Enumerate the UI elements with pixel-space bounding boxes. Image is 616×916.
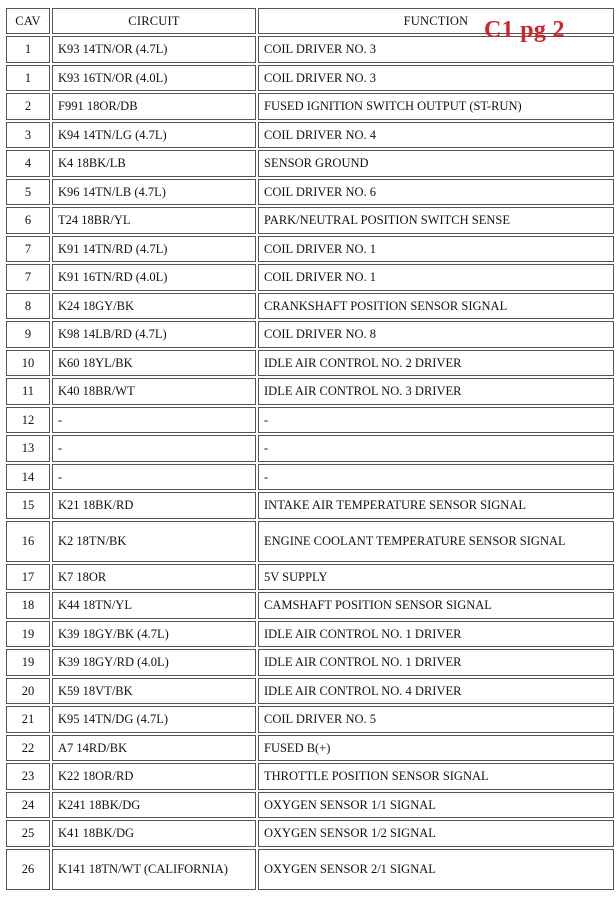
circuit-cell: K91 14TN/RD (4.7L) bbox=[52, 236, 256, 263]
circuit-cell: K94 14TN/LG (4.7L) bbox=[52, 122, 256, 149]
table-row bbox=[6, 236, 614, 263]
pinout-rows bbox=[6, 36, 614, 890]
function-cell: COIL DRIVER NO. 1 bbox=[258, 264, 614, 291]
circuit-cell: K21 18BK/RD bbox=[52, 492, 256, 519]
circuit-cell: K39 18GY/BK (4.7L) bbox=[52, 621, 256, 648]
circuit-cell: K24 18GY/BK bbox=[52, 293, 256, 320]
pinout-table bbox=[4, 6, 616, 892]
table-row bbox=[6, 820, 614, 847]
cav-cell: 17 bbox=[6, 564, 50, 591]
cav-cell: 13 bbox=[6, 435, 50, 462]
cav-cell: 19 bbox=[6, 649, 50, 676]
function-cell: IDLE AIR CONTROL NO. 1 DRIVER bbox=[258, 649, 614, 676]
header-cav: CAV bbox=[6, 8, 50, 34]
connector-pinout-sheet bbox=[4, 6, 614, 914]
circuit-cell: - bbox=[52, 435, 256, 462]
table-row bbox=[6, 621, 614, 648]
table-row bbox=[6, 849, 614, 890]
table-row bbox=[6, 763, 614, 790]
cav-cell: 7 bbox=[6, 236, 50, 263]
cav-cell: 6 bbox=[6, 207, 50, 234]
circuit-cell: K98 14LB/RD (4.7L) bbox=[52, 321, 256, 348]
function-cell: OXYGEN SENSOR 2/1 SIGNAL bbox=[258, 849, 614, 890]
table-row bbox=[6, 93, 614, 120]
cav-cell: 25 bbox=[6, 820, 50, 847]
function-cell: IDLE AIR CONTROL NO. 2 DRIVER bbox=[258, 350, 614, 377]
page-stamp: C1 pg 2 bbox=[484, 17, 565, 43]
table-row bbox=[6, 735, 614, 762]
circuit-cell: K4 18BK/LB bbox=[52, 150, 256, 177]
table-row bbox=[6, 706, 614, 733]
function-cell: THROTTLE POSITION SENSOR SIGNAL bbox=[258, 763, 614, 790]
function-cell: COIL DRIVER NO. 8 bbox=[258, 321, 614, 348]
table-row bbox=[6, 207, 614, 234]
circuit-cell: K60 18YL/BK bbox=[52, 350, 256, 377]
table-row bbox=[6, 122, 614, 149]
cav-cell: 3 bbox=[6, 122, 50, 149]
function-cell: OXYGEN SENSOR 1/2 SIGNAL bbox=[258, 820, 614, 847]
function-cell: COIL DRIVER NO. 4 bbox=[258, 122, 614, 149]
circuit-cell: K44 18TN/YL bbox=[52, 592, 256, 619]
function-cell: - bbox=[258, 435, 614, 462]
table-row bbox=[6, 435, 614, 462]
function-cell: ENGINE COOLANT TEMPERATURE SENSOR SIGNAL bbox=[258, 521, 614, 562]
circuit-cell: - bbox=[52, 464, 256, 491]
table-row bbox=[6, 564, 614, 591]
cav-cell: 4 bbox=[6, 150, 50, 177]
function-cell: SENSOR GROUND bbox=[258, 150, 614, 177]
cav-cell: 23 bbox=[6, 763, 50, 790]
cav-cell: 15 bbox=[6, 492, 50, 519]
table-row bbox=[6, 293, 614, 320]
cav-cell: 16 bbox=[6, 521, 50, 562]
circuit-cell: K241 18BK/DG bbox=[52, 792, 256, 819]
cav-cell: 19 bbox=[6, 621, 50, 648]
cav-cell: 22 bbox=[6, 735, 50, 762]
function-cell: PARK/NEUTRAL POSITION SWITCH SENSE bbox=[258, 207, 614, 234]
cav-cell: 9 bbox=[6, 321, 50, 348]
cav-cell: 7 bbox=[6, 264, 50, 291]
function-cell: CRANKSHAFT POSITION SENSOR SIGNAL bbox=[258, 293, 614, 320]
table-row bbox=[6, 321, 614, 348]
circuit-cell: K7 18OR bbox=[52, 564, 256, 591]
header-circuit: CIRCUIT bbox=[52, 8, 256, 34]
function-cell: CAMSHAFT POSITION SENSOR SIGNAL bbox=[258, 592, 614, 619]
table-row bbox=[6, 378, 614, 405]
table-row bbox=[6, 150, 614, 177]
cav-cell: 26 bbox=[6, 849, 50, 890]
table-row bbox=[6, 592, 614, 619]
table-row bbox=[6, 65, 614, 92]
circuit-cell: A7 14RD/BK bbox=[52, 735, 256, 762]
table-row bbox=[6, 521, 614, 562]
table-row bbox=[6, 649, 614, 676]
circuit-cell: F991 18OR/DB bbox=[52, 93, 256, 120]
circuit-cell: K22 18OR/RD bbox=[52, 763, 256, 790]
function-cell: COIL DRIVER NO. 5 bbox=[258, 706, 614, 733]
header-function: FUNCTION bbox=[258, 8, 614, 34]
circuit-cell: T24 18BR/YL bbox=[52, 207, 256, 234]
function-cell: OXYGEN SENSOR 1/1 SIGNAL bbox=[258, 792, 614, 819]
function-cell: COIL DRIVER NO. 1 bbox=[258, 236, 614, 263]
table-row bbox=[6, 678, 614, 705]
function-cell: IDLE AIR CONTROL NO. 3 DRIVER bbox=[258, 378, 614, 405]
cav-cell: 14 bbox=[6, 464, 50, 491]
circuit-cell: K93 16TN/OR (4.0L) bbox=[52, 65, 256, 92]
table-row bbox=[6, 407, 614, 434]
table-row bbox=[6, 464, 614, 491]
function-cell: COIL DRIVER NO. 6 bbox=[258, 179, 614, 206]
circuit-cell: K96 14TN/LB (4.7L) bbox=[52, 179, 256, 206]
function-cell: IDLE AIR CONTROL NO. 4 DRIVER bbox=[258, 678, 614, 705]
circuit-cell: K41 18BK/DG bbox=[52, 820, 256, 847]
cav-cell: 21 bbox=[6, 706, 50, 733]
cav-cell: 5 bbox=[6, 179, 50, 206]
cav-cell: 12 bbox=[6, 407, 50, 434]
circuit-cell: K2 18TN/BK bbox=[52, 521, 256, 562]
table-row bbox=[6, 492, 614, 519]
cav-cell: 2 bbox=[6, 93, 50, 120]
function-cell: COIL DRIVER NO. 3 bbox=[258, 65, 614, 92]
table-row bbox=[6, 179, 614, 206]
cav-cell: 8 bbox=[6, 293, 50, 320]
circuit-cell: K59 18VT/BK bbox=[52, 678, 256, 705]
cav-cell: 18 bbox=[6, 592, 50, 619]
function-cell: COIL DRIVER NO. 3 bbox=[258, 36, 614, 63]
cav-cell: 10 bbox=[6, 350, 50, 377]
table-row bbox=[6, 350, 614, 377]
function-cell: 5V SUPPLY bbox=[258, 564, 614, 591]
cav-cell: 20 bbox=[6, 678, 50, 705]
circuit-cell: K141 18TN/WT (CALIFORNIA) bbox=[52, 849, 256, 890]
function-cell: - bbox=[258, 464, 614, 491]
function-cell: FUSED IGNITION SWITCH OUTPUT (ST-RUN) bbox=[258, 93, 614, 120]
function-cell: INTAKE AIR TEMPERATURE SENSOR SIGNAL bbox=[258, 492, 614, 519]
circuit-cell: K91 16TN/RD (4.0L) bbox=[52, 264, 256, 291]
function-cell: FUSED B(+) bbox=[258, 735, 614, 762]
circuit-cell: - bbox=[52, 407, 256, 434]
function-cell: IDLE AIR CONTROL NO. 1 DRIVER bbox=[258, 621, 614, 648]
cav-cell: 11 bbox=[6, 378, 50, 405]
function-cell: - bbox=[258, 407, 614, 434]
circuit-cell: K40 18BR/WT bbox=[52, 378, 256, 405]
cav-cell: 1 bbox=[6, 36, 50, 63]
table-row bbox=[6, 792, 614, 819]
circuit-cell: K93 14TN/OR (4.7L) bbox=[52, 36, 256, 63]
table-row bbox=[6, 264, 614, 291]
cav-cell: 24 bbox=[6, 792, 50, 819]
circuit-cell: K95 14TN/DG (4.7L) bbox=[52, 706, 256, 733]
cav-cell: 1 bbox=[6, 65, 50, 92]
circuit-cell: K39 18GY/RD (4.0L) bbox=[52, 649, 256, 676]
